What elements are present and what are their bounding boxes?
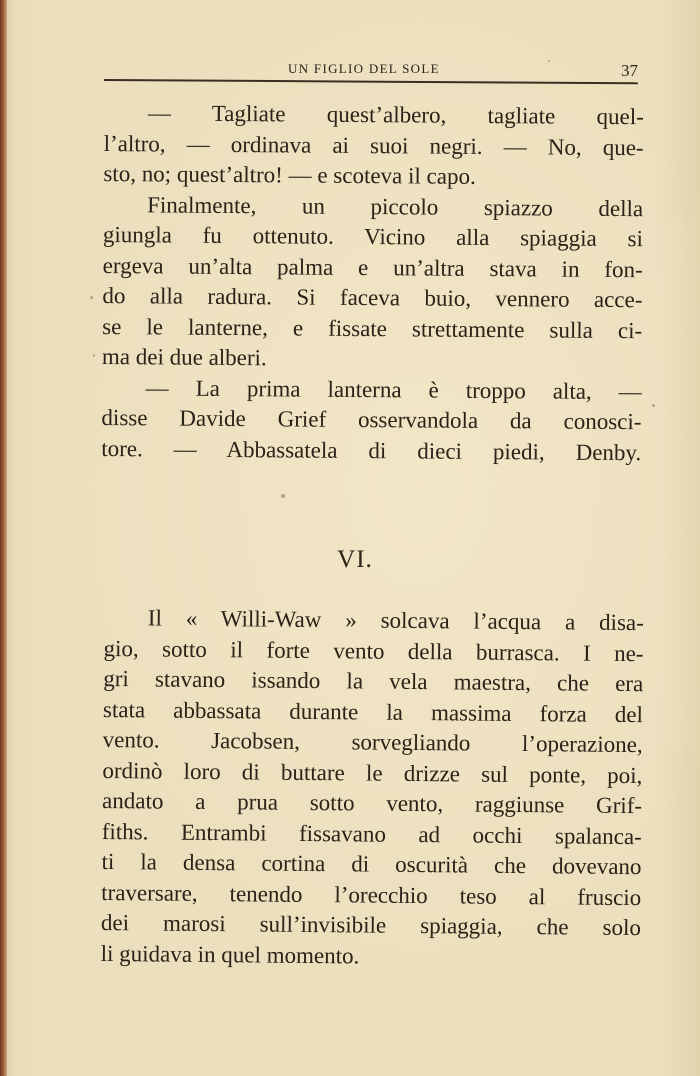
text-line: Il « Willi-Waw » solcava l’acqua a disa- — [147, 605, 644, 636]
text-line: fiths. Entrambi fissavano ad occhi spalanca- — [101, 818, 642, 849]
text-line: ma dei due alberi. — [101, 343, 267, 371]
paragraph-clearing — [103, 189, 643, 224]
page-header — [104, 58, 642, 88]
paragraph-lantern — [102, 372, 642, 407]
text-line: sto, no; quest’altro! — e scoteva il capo. — [103, 160, 476, 189]
text-line: — Tagliate quest’albero, tagliate quel- — [147, 100, 644, 130]
text-line: andato a prua sotto vento, raggiunse Grif- — [101, 787, 643, 819]
text-line: — La prima lanterna è troppo alta, — — [145, 374, 642, 404]
paper-speck — [652, 404, 655, 407]
text-line: vento. Jacobsen, sorvegliando l’operazione, — [102, 726, 643, 758]
text-line: gio, sotto il forte vento della burrasca. I ne- — [103, 635, 644, 666]
text-line: dei marosi sull’invisibile spiaggia, che solo — [100, 909, 642, 941]
section-heading: VI. — [337, 546, 373, 573]
text-line: ordinò loro di buttare le drizze sul ponte, poi, — [102, 757, 643, 788]
paper-speck — [90, 296, 93, 299]
text-line: li guidava in quel momento. — [100, 940, 360, 968]
paragraph-dialogue-trees-cont — [103, 128, 643, 193]
text-line: disse Davide Grief osservandola da conosci- — [101, 404, 642, 435]
text-block-chapter-end — [101, 98, 644, 468]
text-line: se le lanterne, e fissate strettamente sulla ci- — [102, 313, 643, 343]
text-line: tore. — Abbassatela di dieci piedi, Denby. — [101, 435, 642, 465]
text-line: l’altro, — ordinava ai suoi negri. — No, que- — [103, 130, 644, 160]
text-line: giungla fu ottenuto. Vicino alla spiaggia si — [102, 221, 644, 252]
paper-speck — [93, 354, 95, 357]
running-title: UN FIGLIO DEL SOLE — [288, 61, 440, 76]
paper-speck — [281, 494, 285, 498]
text-line: traversare, tenendo l’orecchio teso al fruscio — [101, 879, 642, 910]
text-line: do alla radura. Si faceva buio, vennero acce- — [102, 282, 643, 313]
text-line: gri stavano issando la vela maestra, che era — [103, 665, 644, 697]
header-rule — [104, 79, 638, 84]
text-line: ti la densa cortina di oscurità che dovevano — [101, 848, 642, 880]
paragraph-willi-waw-cont — [100, 633, 643, 974]
paragraph-willi-waw — [104, 603, 644, 639]
text-block-section-vi — [100, 603, 643, 974]
paragraph-lantern-cont — [101, 403, 641, 468]
text-line: Finalmente, un piccolo spiazzo della — [147, 191, 644, 221]
page-spine-edge — [0, 0, 7, 1076]
text-line: ergeva un’alta palma e un’altra stava in fon- — [102, 252, 643, 282]
paper-speck — [548, 60, 550, 62]
paragraph-dialogue-trees — [104, 98, 644, 133]
paragraph-clearing-cont — [102, 220, 643, 377]
page-number: 37 — [621, 61, 638, 80]
text-line: stata abbassata durante la massima forza del — [102, 696, 644, 727]
